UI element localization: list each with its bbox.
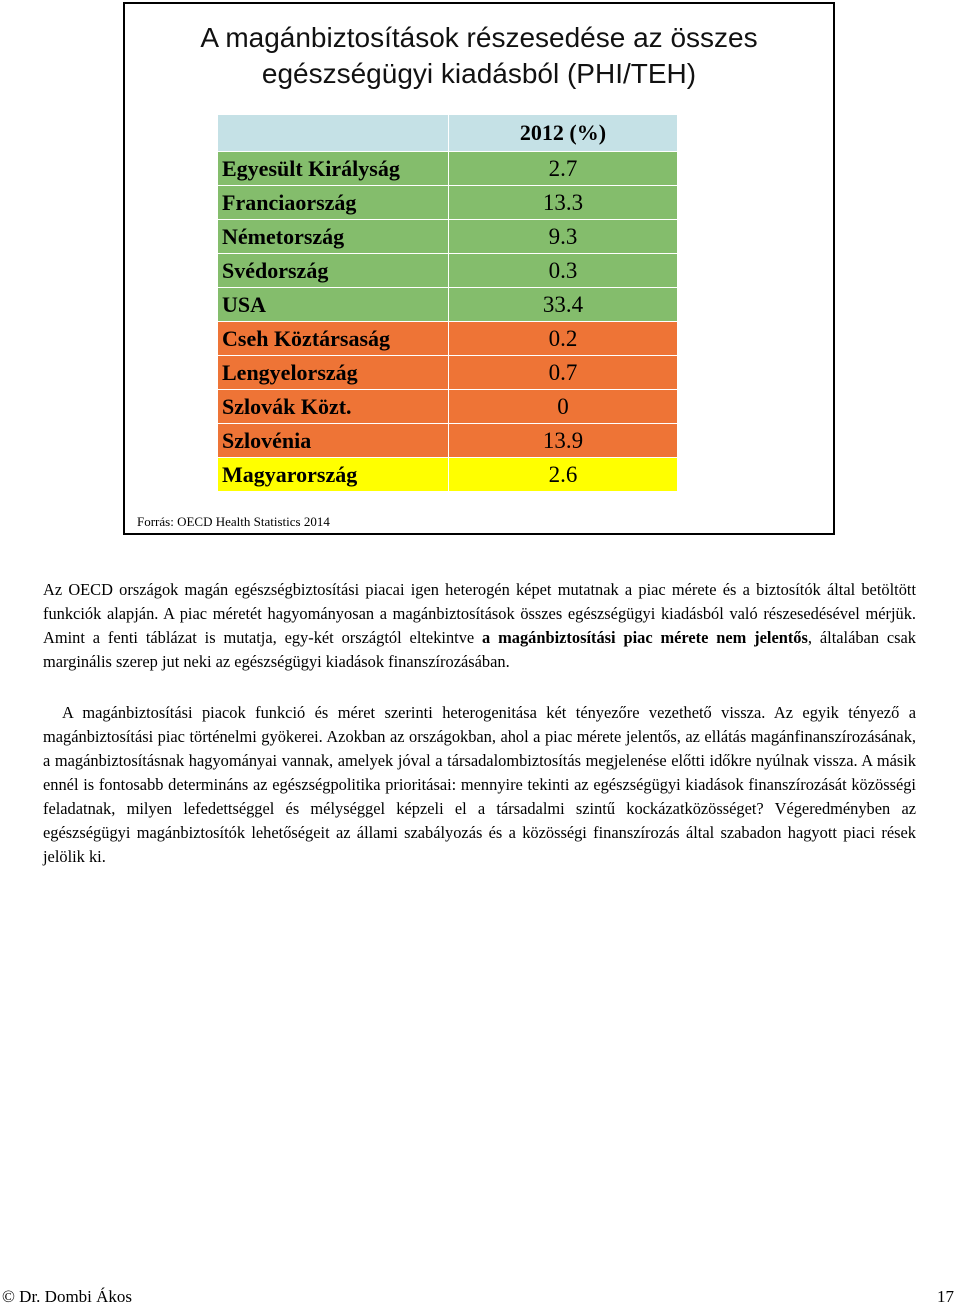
value-cell: 13.9 bbox=[449, 424, 678, 458]
header-year-cell: 2012 (%) bbox=[449, 115, 678, 152]
value-cell: 33.4 bbox=[449, 288, 678, 322]
value-cell: 0 bbox=[449, 390, 678, 424]
table-row bbox=[218, 356, 678, 390]
value-cell: 0.7 bbox=[449, 356, 678, 390]
source-note: Forrás: OECD Health Statistics 2014 bbox=[137, 514, 330, 529]
country-cell: USA bbox=[218, 288, 449, 322]
table-header-row bbox=[218, 115, 678, 152]
value-cell: 0.2 bbox=[449, 322, 678, 356]
table-row bbox=[218, 220, 678, 254]
table-row bbox=[218, 322, 678, 356]
country-cell: Svédország bbox=[218, 254, 449, 288]
table-row bbox=[218, 288, 678, 322]
slide-title-line1: A magánbiztosítások részesedése az összes bbox=[200, 22, 758, 53]
country-cell: Lengyelország bbox=[218, 356, 449, 390]
value-cell: 2.6 bbox=[449, 458, 678, 492]
header-country-cell bbox=[218, 115, 449, 152]
country-cell: Szlovénia bbox=[218, 424, 449, 458]
country-cell: Egyesült Királyság bbox=[218, 152, 449, 186]
paragraph-1-part1: Az OECD országok magán egészségbiztosítási piacai igen heterogén képet mutatnak a piac mérete és a biztosítók által betöltött funkciók alapján. A piac méretét hagyományosan a magánbiztosítások összes egészségügyi kiadásból való részesedésével mérjük. Amint a fenti táblázat is mutatja, egy-két országtól eltekintve bbox=[43, 580, 916, 647]
paragraph-1 bbox=[43, 578, 916, 674]
country-cell: Németország bbox=[218, 220, 449, 254]
value-cell: 13.3 bbox=[449, 186, 678, 220]
paragraph-2: A magánbiztosítási piacok funkció és méret szerinti heterogenitása két tényezőre vezethető vissza. Az egyik tényező a magánbiztosítási piac történelmi gyökerei. Azokban az országokban, ahol a piac mérete jelentős, az ellátás magánfinanszírozásának, a magánbiztosításnak hagyományai vannak, amelyek jóval a társadalombiztosítás megjelenése előtti időkre nyúlnak vissza. A másik ennél is fontosabb determináns az egészségpolitika prioritásai: mennyire tekinti az egészségügyi kiadások finanszírozását közösségi feladatnak, milyen lefedettséggel és mélységgel képzeli el a társadalmi szintű kockázatközösséget? Végeredményben az egészségügyi magánbiztosítók lehetőségeit az állami szabályozás és a közösségi finanszírozás által szabadon hagyott piaci rések jelölik ki. bbox=[43, 703, 916, 866]
value-cell: 0.3 bbox=[449, 254, 678, 288]
slide-figure bbox=[123, 2, 835, 535]
slide-title bbox=[125, 20, 833, 92]
footer-page-number: 17 bbox=[937, 1287, 954, 1306]
country-cell: Franciaország bbox=[218, 186, 449, 220]
table-row bbox=[218, 390, 678, 424]
table-row bbox=[218, 152, 678, 186]
table-row bbox=[218, 424, 678, 458]
country-cell: Szlovák Közt. bbox=[218, 390, 449, 424]
value-cell: 2.7 bbox=[449, 152, 678, 186]
paragraph-1-bold: a magánbiztosítási piac mérete nem jelentős bbox=[482, 628, 808, 647]
footer-author: © Dr. Dombi Ákos bbox=[2, 1287, 133, 1306]
phi-teh-table bbox=[217, 114, 678, 492]
table-row bbox=[218, 186, 678, 220]
country-cell: Cseh Köztársaság bbox=[218, 322, 449, 356]
slide-title-line2: egészségügyi kiadásból (PHI/TEH) bbox=[261, 58, 697, 89]
paragraph-1-part2: , általában csak marginális szerep jut neki az egészségügyi kiadások finanszírozásában. bbox=[43, 628, 917, 671]
table-row bbox=[218, 458, 678, 492]
table-row bbox=[218, 254, 678, 288]
value-cell: 9.3 bbox=[449, 220, 678, 254]
country-cell: Magyarország bbox=[218, 458, 449, 492]
